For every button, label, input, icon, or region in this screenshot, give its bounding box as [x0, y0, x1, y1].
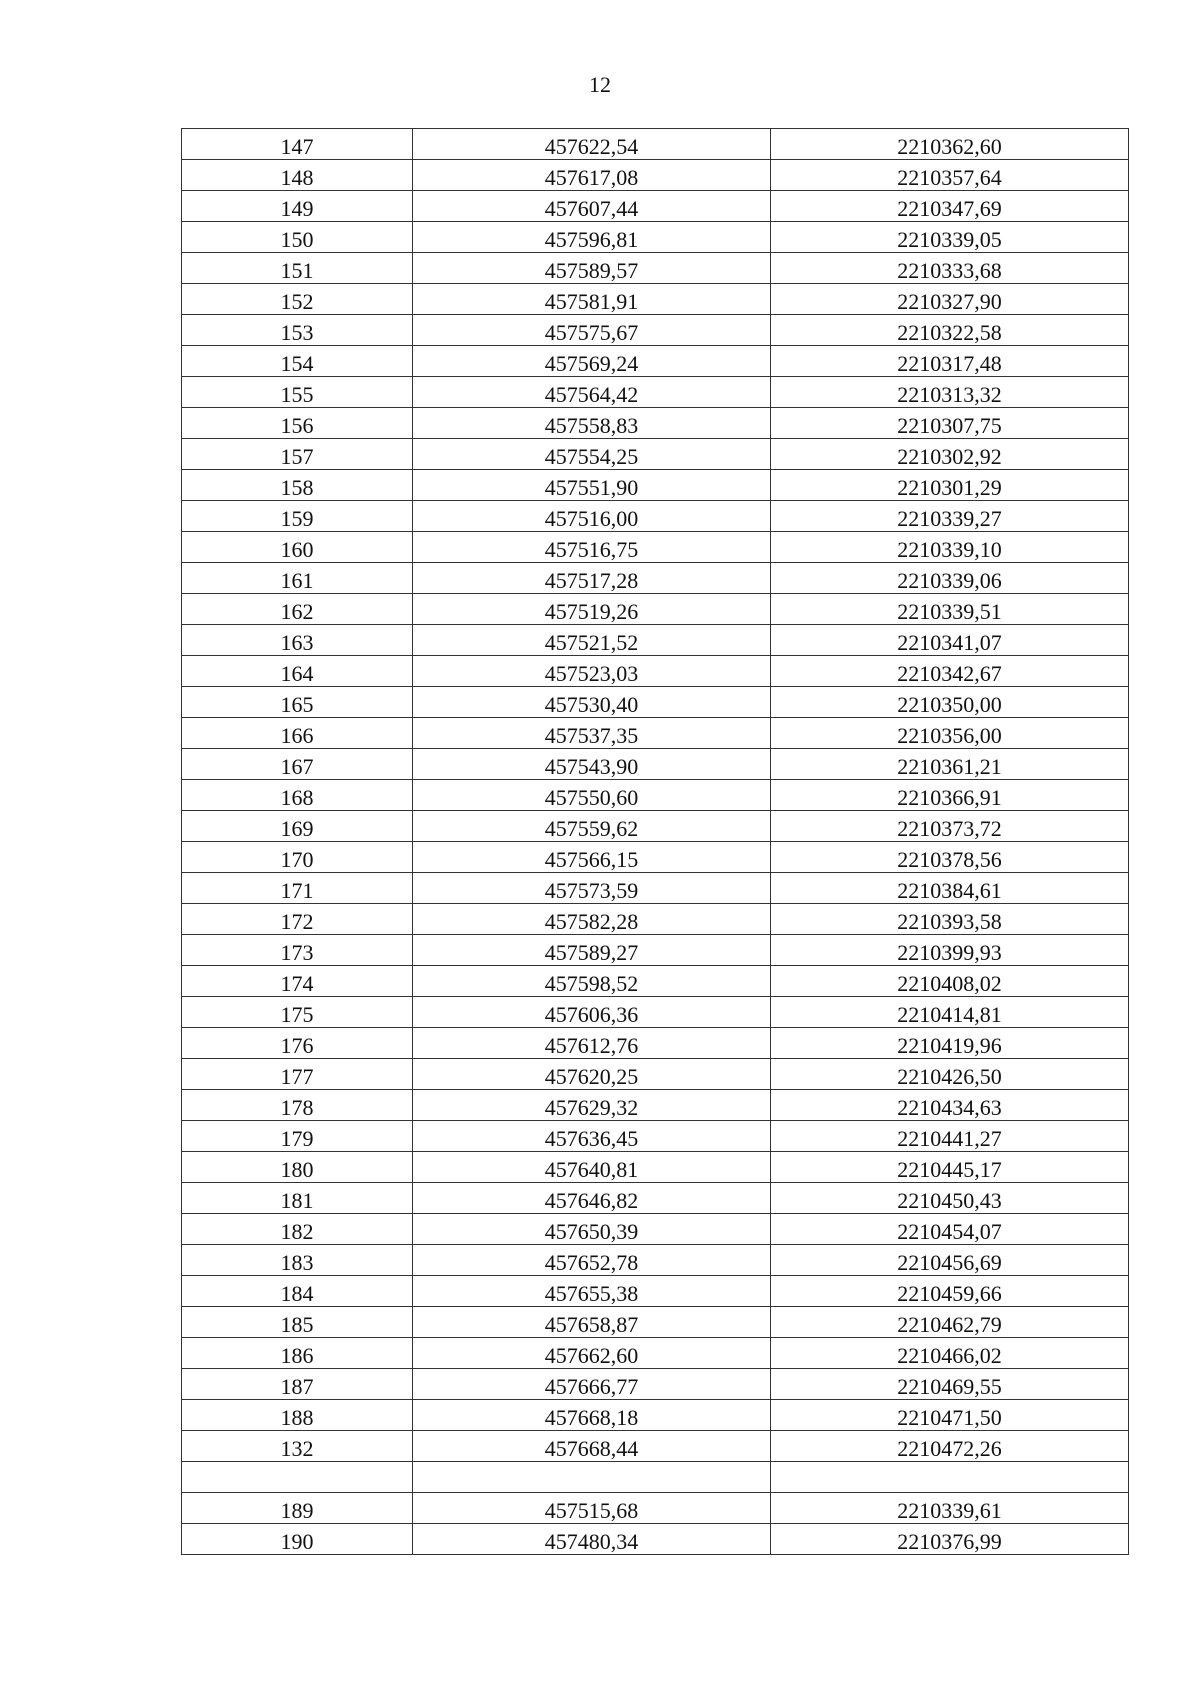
x-coordinate-cell: 457516,75 — [413, 532, 771, 563]
x-coordinate-cell: 457521,52 — [413, 625, 771, 656]
y-coordinate-cell: 2210441,27 — [771, 1121, 1129, 1152]
y-coordinate-cell: 2210445,17 — [771, 1152, 1129, 1183]
point-number-cell: 189 — [182, 1493, 413, 1524]
x-coordinate-cell: 457543,90 — [413, 749, 771, 780]
point-number-cell: 154 — [182, 346, 413, 377]
point-number-cell: 170 — [182, 842, 413, 873]
point-number-cell — [182, 1462, 413, 1493]
point-number-cell: 190 — [182, 1524, 413, 1555]
x-coordinate-cell: 457573,59 — [413, 873, 771, 904]
y-coordinate-cell — [771, 1462, 1129, 1493]
table-row — [182, 966, 1129, 997]
point-number-cell: 148 — [182, 160, 413, 191]
y-coordinate-cell: 2210301,29 — [771, 470, 1129, 501]
table-row — [182, 1152, 1129, 1183]
table-row — [182, 842, 1129, 873]
table-row — [182, 656, 1129, 687]
point-number-cell: 183 — [182, 1245, 413, 1276]
table-row — [182, 253, 1129, 284]
y-coordinate-cell: 2210393,58 — [771, 904, 1129, 935]
point-number-cell: 184 — [182, 1276, 413, 1307]
table-row — [182, 904, 1129, 935]
y-coordinate-cell: 2210373,72 — [771, 811, 1129, 842]
y-coordinate-cell: 2210466,02 — [771, 1338, 1129, 1369]
table-row — [182, 1493, 1129, 1524]
point-number-cell: 159 — [182, 501, 413, 532]
table-row — [182, 160, 1129, 191]
table-row — [182, 1183, 1129, 1214]
point-number-cell: 149 — [182, 191, 413, 222]
point-number-cell: 156 — [182, 408, 413, 439]
x-coordinate-cell: 457575,67 — [413, 315, 771, 346]
point-number-cell: 169 — [182, 811, 413, 842]
x-coordinate-cell: 457666,77 — [413, 1369, 771, 1400]
table-row — [182, 873, 1129, 904]
y-coordinate-cell: 2210339,51 — [771, 594, 1129, 625]
y-coordinate-cell: 2210362,60 — [771, 129, 1129, 160]
table-row — [182, 935, 1129, 966]
point-number-cell: 180 — [182, 1152, 413, 1183]
point-number-cell: 147 — [182, 129, 413, 160]
table-row — [182, 780, 1129, 811]
y-coordinate-cell: 2210434,63 — [771, 1090, 1129, 1121]
page-number: 12 — [589, 72, 611, 97]
y-coordinate-cell: 2210339,05 — [771, 222, 1129, 253]
table-row — [182, 191, 1129, 222]
x-coordinate-cell: 457636,45 — [413, 1121, 771, 1152]
table-row — [182, 1214, 1129, 1245]
table-row — [182, 563, 1129, 594]
y-coordinate-cell: 2210384,61 — [771, 873, 1129, 904]
table-row — [182, 501, 1129, 532]
table-row — [182, 408, 1129, 439]
x-coordinate-cell: 457551,90 — [413, 470, 771, 501]
table-row — [182, 718, 1129, 749]
point-number-cell: 153 — [182, 315, 413, 346]
table-row — [182, 1431, 1129, 1462]
table-row — [182, 222, 1129, 253]
y-coordinate-cell: 2210322,58 — [771, 315, 1129, 346]
table-row — [182, 1338, 1129, 1369]
table-row — [182, 346, 1129, 377]
point-number-cell: 152 — [182, 284, 413, 315]
table-row — [182, 377, 1129, 408]
point-number-cell: 164 — [182, 656, 413, 687]
point-number-cell: 161 — [182, 563, 413, 594]
y-coordinate-cell: 2210378,56 — [771, 842, 1129, 873]
table-row — [182, 470, 1129, 501]
table-row — [182, 811, 1129, 842]
point-number-cell: 132 — [182, 1431, 413, 1462]
table-row — [182, 1276, 1129, 1307]
y-coordinate-cell: 2210414,81 — [771, 997, 1129, 1028]
y-coordinate-cell: 2210339,27 — [771, 501, 1129, 532]
x-coordinate-cell: 457480,34 — [413, 1524, 771, 1555]
y-coordinate-cell: 2210339,10 — [771, 532, 1129, 563]
y-coordinate-cell: 2210361,21 — [771, 749, 1129, 780]
x-coordinate-cell: 457662,60 — [413, 1338, 771, 1369]
x-coordinate-cell: 457564,42 — [413, 377, 771, 408]
point-number-cell: 157 — [182, 439, 413, 470]
coordinates-table — [181, 128, 1129, 1555]
x-coordinate-cell: 457566,15 — [413, 842, 771, 873]
table-row — [182, 315, 1129, 346]
point-number-cell: 188 — [182, 1400, 413, 1431]
point-number-cell: 179 — [182, 1121, 413, 1152]
y-coordinate-cell: 2210456,69 — [771, 1245, 1129, 1276]
table-row — [182, 532, 1129, 563]
y-coordinate-cell: 2210317,48 — [771, 346, 1129, 377]
table-row — [182, 625, 1129, 656]
y-coordinate-cell: 2210366,91 — [771, 780, 1129, 811]
point-number-cell: 173 — [182, 935, 413, 966]
table-row — [182, 1121, 1129, 1152]
table-row — [182, 1400, 1129, 1431]
point-number-cell: 187 — [182, 1369, 413, 1400]
x-coordinate-cell: 457589,57 — [413, 253, 771, 284]
x-coordinate-cell: 457620,25 — [413, 1059, 771, 1090]
y-coordinate-cell: 2210376,99 — [771, 1524, 1129, 1555]
x-coordinate-cell: 457523,03 — [413, 656, 771, 687]
y-coordinate-cell: 2210341,07 — [771, 625, 1129, 656]
table-row — [182, 749, 1129, 780]
x-coordinate-cell: 457629,32 — [413, 1090, 771, 1121]
y-coordinate-cell: 2210426,50 — [771, 1059, 1129, 1090]
y-coordinate-cell: 2210419,96 — [771, 1028, 1129, 1059]
point-number-cell: 162 — [182, 594, 413, 625]
point-number-cell: 155 — [182, 377, 413, 408]
x-coordinate-cell: 457658,87 — [413, 1307, 771, 1338]
y-coordinate-cell: 2210327,90 — [771, 284, 1129, 315]
x-coordinate-cell: 457606,36 — [413, 997, 771, 1028]
table-row — [182, 687, 1129, 718]
x-coordinate-cell: 457554,25 — [413, 439, 771, 470]
y-coordinate-cell: 2210399,93 — [771, 935, 1129, 966]
point-number-cell: 186 — [182, 1338, 413, 1369]
table-row — [182, 1524, 1129, 1555]
y-coordinate-cell: 2210333,68 — [771, 253, 1129, 284]
coordinates-table-body — [182, 129, 1129, 1555]
y-coordinate-cell: 2210350,00 — [771, 687, 1129, 718]
x-coordinate-cell: 457530,40 — [413, 687, 771, 718]
y-coordinate-cell: 2210356,00 — [771, 718, 1129, 749]
x-coordinate-cell: 457646,82 — [413, 1183, 771, 1214]
point-number-cell: 178 — [182, 1090, 413, 1121]
y-coordinate-cell: 2210339,06 — [771, 563, 1129, 594]
y-coordinate-cell: 2210469,55 — [771, 1369, 1129, 1400]
point-number-cell: 165 — [182, 687, 413, 718]
x-coordinate-cell: 457582,28 — [413, 904, 771, 935]
x-coordinate-cell: 457515,68 — [413, 1493, 771, 1524]
x-coordinate-cell — [413, 1462, 771, 1493]
x-coordinate-cell: 457559,62 — [413, 811, 771, 842]
point-number-cell: 151 — [182, 253, 413, 284]
table-row — [182, 594, 1129, 625]
y-coordinate-cell: 2210313,32 — [771, 377, 1129, 408]
table-row — [182, 129, 1129, 160]
x-coordinate-cell: 457537,35 — [413, 718, 771, 749]
point-number-cell: 175 — [182, 997, 413, 1028]
point-number-cell: 158 — [182, 470, 413, 501]
x-coordinate-cell: 457617,08 — [413, 160, 771, 191]
point-number-cell: 168 — [182, 780, 413, 811]
x-coordinate-cell: 457598,52 — [413, 966, 771, 997]
table-row — [182, 439, 1129, 470]
point-number-cell: 172 — [182, 904, 413, 935]
point-number-cell: 150 — [182, 222, 413, 253]
x-coordinate-cell: 457516,00 — [413, 501, 771, 532]
table-row — [182, 1090, 1129, 1121]
table-row — [182, 997, 1129, 1028]
y-coordinate-cell: 2210459,66 — [771, 1276, 1129, 1307]
x-coordinate-cell: 457558,83 — [413, 408, 771, 439]
y-coordinate-cell: 2210342,67 — [771, 656, 1129, 687]
table-row — [182, 1307, 1129, 1338]
x-coordinate-cell: 457550,60 — [413, 780, 771, 811]
point-number-cell: 176 — [182, 1028, 413, 1059]
x-coordinate-cell: 457589,27 — [413, 935, 771, 966]
x-coordinate-cell: 457668,18 — [413, 1400, 771, 1431]
point-number-cell: 181 — [182, 1183, 413, 1214]
y-coordinate-cell: 2210347,69 — [771, 191, 1129, 222]
table-row — [182, 284, 1129, 315]
x-coordinate-cell: 457655,38 — [413, 1276, 771, 1307]
y-coordinate-cell: 2210302,92 — [771, 439, 1129, 470]
y-coordinate-cell: 2210472,26 — [771, 1431, 1129, 1462]
x-coordinate-cell: 457652,78 — [413, 1245, 771, 1276]
y-coordinate-cell: 2210462,79 — [771, 1307, 1129, 1338]
x-coordinate-cell: 457519,26 — [413, 594, 771, 625]
x-coordinate-cell: 457668,44 — [413, 1431, 771, 1462]
point-number-cell: 166 — [182, 718, 413, 749]
table-row — [182, 1245, 1129, 1276]
point-number-cell: 160 — [182, 532, 413, 563]
x-coordinate-cell: 457607,44 — [413, 191, 771, 222]
x-coordinate-cell: 457517,28 — [413, 563, 771, 594]
y-coordinate-cell: 2210454,07 — [771, 1214, 1129, 1245]
point-number-cell: 171 — [182, 873, 413, 904]
point-number-cell: 163 — [182, 625, 413, 656]
table-row — [182, 1028, 1129, 1059]
point-number-cell: 174 — [182, 966, 413, 997]
x-coordinate-cell: 457650,39 — [413, 1214, 771, 1245]
y-coordinate-cell: 2210408,02 — [771, 966, 1129, 997]
table-row — [182, 1462, 1129, 1493]
point-number-cell: 167 — [182, 749, 413, 780]
y-coordinate-cell: 2210357,64 — [771, 160, 1129, 191]
table-row — [182, 1369, 1129, 1400]
point-number-cell: 185 — [182, 1307, 413, 1338]
y-coordinate-cell: 2210307,75 — [771, 408, 1129, 439]
point-number-cell: 177 — [182, 1059, 413, 1090]
x-coordinate-cell: 457612,76 — [413, 1028, 771, 1059]
y-coordinate-cell: 2210471,50 — [771, 1400, 1129, 1431]
x-coordinate-cell: 457622,54 — [413, 129, 771, 160]
point-number-cell: 182 — [182, 1214, 413, 1245]
table-row — [182, 1059, 1129, 1090]
y-coordinate-cell: 2210339,61 — [771, 1493, 1129, 1524]
x-coordinate-cell: 457581,91 — [413, 284, 771, 315]
x-coordinate-cell: 457596,81 — [413, 222, 771, 253]
x-coordinate-cell: 457569,24 — [413, 346, 771, 377]
x-coordinate-cell: 457640,81 — [413, 1152, 771, 1183]
y-coordinate-cell: 2210450,43 — [771, 1183, 1129, 1214]
